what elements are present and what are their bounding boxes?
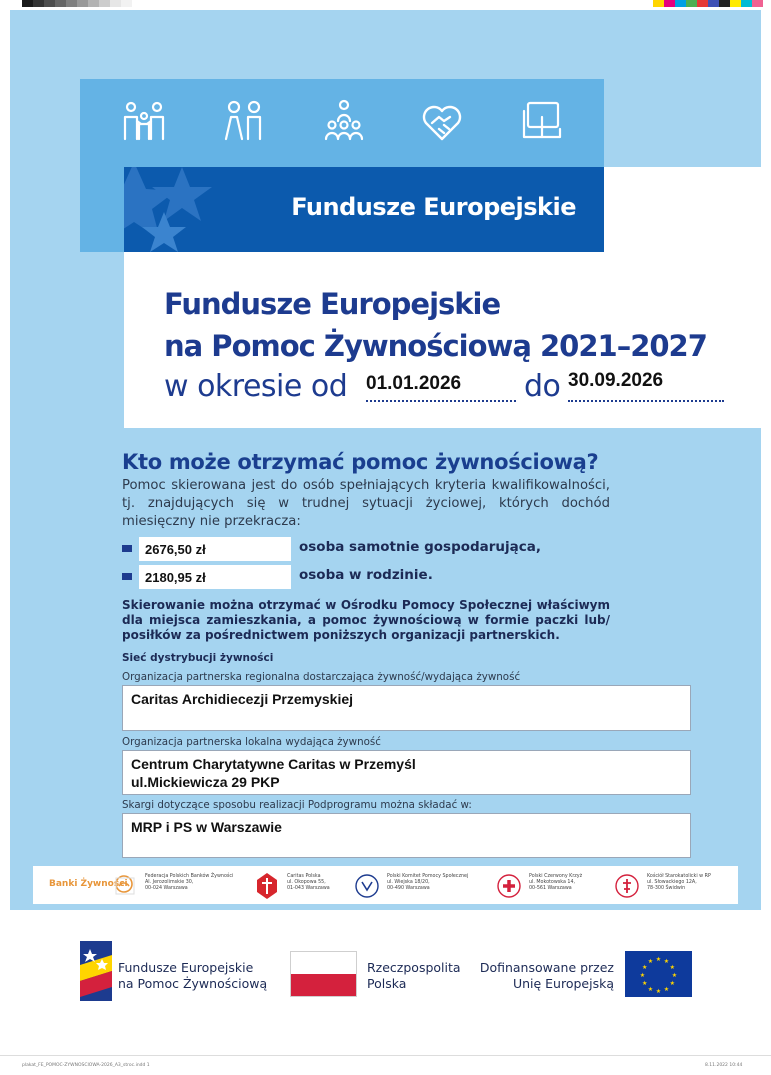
complaints-label: Skargi dotyczące sposobu realizacji Podprogramu można składać w: [122,799,472,811]
caritas-icon [255,872,279,900]
period-prefix: w okresie od [164,369,348,404]
main-title-line1: Fundusze Europejskie [164,287,501,321]
print-filename: plakat_FE_POMOC-ZYWNOSCIOWA-2026_A3_stroc.indd 1 [22,1063,150,1068]
banner-title: Fundusze Europejskie [291,193,576,221]
svg-text:★: ★ [655,956,662,963]
partner-name: Caritas Polska [287,874,321,879]
svg-text:★: ★ [655,988,662,995]
eligibility-intro: Pomoc skierowana jest do osób spełniających kryteria kwalifikowalności, tj. znajdujących się w trudnej sytuacji życiowej, których dochód miesięczny nie przekracza: [122,478,610,529]
svg-text:★: ★ [671,972,678,979]
polish-flag-icon [290,951,357,997]
svg-text:★: ★ [663,958,670,965]
regional-org-value: Caritas Archidiecezji Przemyskiej [131,691,354,707]
partners-strip [33,866,738,904]
main-title [164,283,707,367]
partner-name: Polski Czerwony Krzyż [529,874,583,879]
local-label: Organizacja partnerska lokalna wydająca żywność [122,736,381,748]
svg-text:★: ★ [639,972,646,979]
partner-street: ul. Słowackiego 12A, [647,880,697,885]
local-org-name: Centrum Charytatywne Caritas w Przemyśl [131,756,416,772]
footer-eu-line1: Dofinansowane przez [479,960,614,975]
svg-text:★: ★ [669,980,675,988]
partner-name: Polski Komitet Pomocy Społecznej [387,874,469,879]
partner-street: ul. Okopowa 55, [287,880,326,885]
color-calibration-strip-right [653,0,763,7]
referral-text: Skierowanie można otrzymać w Ośrodku Pomocy Społecznej właściwym dla miejsca zamieszkania, a pomoc żywnościową w formie paczki lub/ posiłków za pośrednictwem poniższych organizacji partnerskich. [122,598,610,642]
regional-org-field [122,685,691,731]
partner-name: Kościół Starokatolicki w RP [647,874,711,879]
footer-eu-line2: Unię Europejską [512,976,614,991]
period-to: do [524,369,561,404]
complaints-value: MRP i PS w Warszawie [131,819,282,835]
main-title-line2: na Pomoc Żywnościową 2021–2027 [164,329,707,363]
footer-eu-text [480,960,614,992]
banki-zywnosci-logo: Banki Żywności [49,879,128,889]
svg-text:★: ★ [647,958,654,965]
svg-text:★: ★ [642,963,648,971]
partner-street: Al. Jerozolimskie 30, [145,880,194,885]
bullet-square [122,545,132,552]
complaints-field [122,813,691,858]
starokatolicki-icon [615,872,639,900]
banner-right-white [604,167,761,252]
color-calibration-strip-left [22,0,132,7]
eligibility-heading: Kto może otrzymać pomoc żywnościową? [122,450,599,474]
partner-street: ul. Wiejska 18/20, [387,880,430,885]
partner-name: Federacja Polskich Banków Żywności [145,874,234,879]
footer-rp-text [367,960,461,992]
food-bank-federation-icon [113,872,137,900]
regional-label: Organizacja partnerska regionalna dostarczająca żywność/wydająca żywność [122,671,521,683]
footer-fe-text [118,960,267,992]
partner-city: 78-300 Świdwin [647,886,686,891]
distribution-heading: Sieć dystrybucji żywności [122,652,274,664]
svg-text:★: ★ [663,986,670,993]
group-icon [322,99,366,143]
threshold-amount: 2180,95 zł [139,565,291,589]
partner-city: 00-490 Warszawa [387,886,430,891]
footer-rp-line1: Rzeczpospolita [367,960,461,975]
red-cross-icon [497,872,521,900]
threshold-amount: 2676,50 zł [139,537,291,561]
footer-rp-line2: Polska [367,976,407,991]
partner-city: 01-043 Warszawa [287,886,330,891]
date-from-dots [366,400,516,402]
print-timestamp: 8.11.2022 10:44 [705,1063,743,1068]
svg-text:★: ★ [647,986,654,993]
footer-fe-line1: Fundusze Europejskie [118,960,254,975]
eu-flag-icon [625,951,692,997]
local-org-field [122,750,691,795]
partner-city: 00-024 Warszawa [145,886,188,891]
icon-row [80,99,604,143]
two-people-icon [222,99,266,143]
fe-logo-icon [80,941,112,1001]
print-trim-line [0,1055,771,1056]
threshold-label: osoba samotnie gospodarująca, [299,539,542,555]
eu-stars-icon [124,167,254,252]
footer-fe-line2: na Pomoc Żywnościową [118,976,268,991]
threshold-label: osoba w rodzinie. [299,567,433,583]
partner-street: ul. Mokotowska 14, [529,880,576,885]
family-icon [122,99,166,143]
partner-city: 00-561 Warszawa [529,886,572,891]
heart-handshake-icon [420,99,464,143]
bullet-square [122,573,132,580]
date-to-dots [568,400,724,402]
svg-text:★: ★ [642,980,648,988]
pkps-icon [355,872,379,900]
title-banner [124,167,604,252]
date-to: 30.09.2026 [568,370,664,391]
local-org-address: ul.Mickiewicza 29 PKP [131,774,280,790]
svg-text:★: ★ [669,963,675,971]
book-icon [520,99,564,143]
date-from: 01.01.2026 [366,373,462,394]
